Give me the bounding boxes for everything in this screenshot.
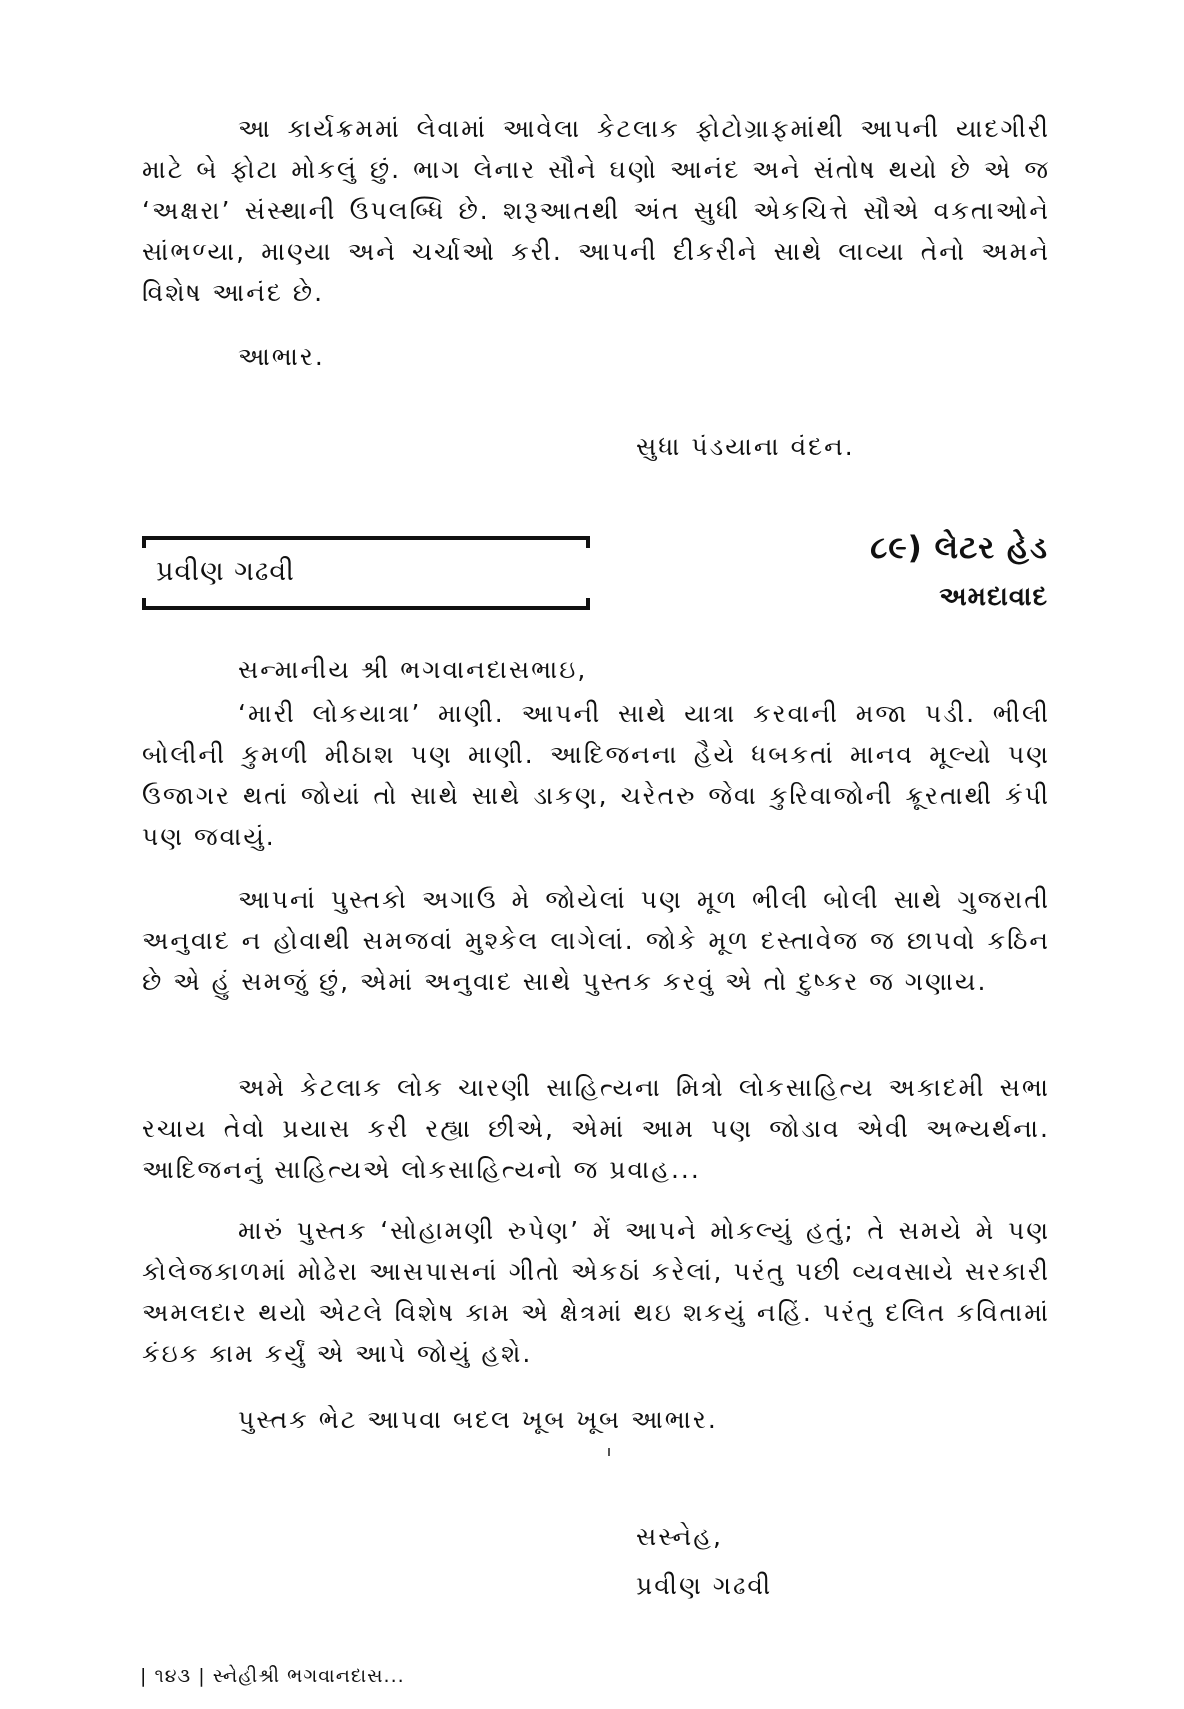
sender-name-box [142,536,590,610]
letter1-signature: સુધા પંડયાના વંદન. [636,432,855,461]
letter-heading: ૮૯) લેટર હેડ [870,530,1048,566]
letter2-paragraph-1: ‘મારી લોકયાત્રા’ માણી. આપની સાથે યાત્રા કરવાની મજા પડી. ભીલી બોલીની કુમળી મીઠાશ પણ માણી. આદિજનના હૈયે ધબકતાં માનવ મૂલ્યો પણ ઉજાગર થતાં જોયાં તો સાથે સાથે ડાકણ, ચરેતરુ જેવા કુરિવાજોની ક્રૂરતાથી કંપી પણ જવાયું. [142,699,1050,851]
box-top-rule [142,536,590,540]
letter2-paragraph-2: આપનાં પુસ્તકો અગાઉ મે જોયેલાં પણ મૂળ ભીલી બોલી સાથે ગુજરાતી અનુવાદ ન હોવાથી સમજવાં મુશ્કેલ લાગેલાં. જોકે મૂળ દસ્તાવેજ જ છાપવો કઠિન છે એ હું સમજું છું, એમાં અનુવાદ સાથે પુસ્તક કરવું એ તો દુષ્કર જ ગણાય. [142,885,1050,996]
letter1-paragraph: આ કાર્યક્રમમાં લેવામાં આવેલા કેટલાક ફોટોગ્રાફમાંથી આપની યાદગીરી માટે બે ફોટા મોકલું છું. ભાગ લેનાર સૌને ઘણો આનંદ અને સંતોષ થયો છે એ જ ‘અક્ષરા’ સંસ્થાની ઉપલબ્ધિ છે. શરૂઆતથી અંત સુધી એકચિત્તે સૌએ વકતાઓને સાંભળ્યા, માણ્યા અને ચર્ચાઓ કરી. આપની દીકરીને સાથે લાવ્યા તેનો અમને વિશેષ આનંદ છે. [142,114,1050,307]
letter2-paragraph-3: અમે કેટલાક લોક ચારણી સાહિત્યના મિત્રો લોકસાહિત્ય અકાદમી સભા રચાય તેવો પ્રયાસ કરી રહ્યા છીએ, એમાં આમ પણ જોડાવ એવી અભ્યર્થના. આદિજનનું સાહિત્યએ લોકસાહિત્યનો જ પ્રવાહ... [142,1073,1050,1184]
letter2-closing-line: પુસ્તક ભેટ આપવા બદલ ખૂબ ખૂબ આભાર. [238,1405,718,1434]
sender-name: પ્રવીણ ગઢવી [156,556,295,587]
box-bottom-rule [142,606,590,610]
letter2-regards: સસ્નેહ, [636,1522,723,1551]
letter-city: અમદાવાદ [939,582,1048,612]
letter2-signature: પ્રવીણ ગઢવી [636,1571,773,1600]
stray-mark [608,1448,610,1456]
letter2-paragraph-4: મારું પુસ્તક ‘સોહામણી રુપેણ’ મેં આપને મોકલ્યું હતું; તે સમયે મે પણ કોલેજકાળમાં મોઢેરા આસપાસનાં ગીતો એકઠાં કરેલાં, પરંતુ પછી વ્યવસાયે સરકારી અમલદાર થયો એટલે વિશેષ કામ એ ક્ષેત્રમાં થઇ શકયું નહિં. પરંતુ દલિત કવિતામાં કંઇક કામ કર્યું એ આપે જોયું હશે. [142,1216,1050,1368]
book-title: સ્નેહીશ્રી ભગવાનદાસ... [212,1665,405,1687]
page-number: | ૧૪૩ | [140,1665,206,1687]
letter1-thanks: આભાર. [238,342,325,371]
page-footer [140,1665,405,1687]
letter2-salutation: સન્માનીય શ્રી ભગવાનદાસભાઇ, [238,655,588,684]
